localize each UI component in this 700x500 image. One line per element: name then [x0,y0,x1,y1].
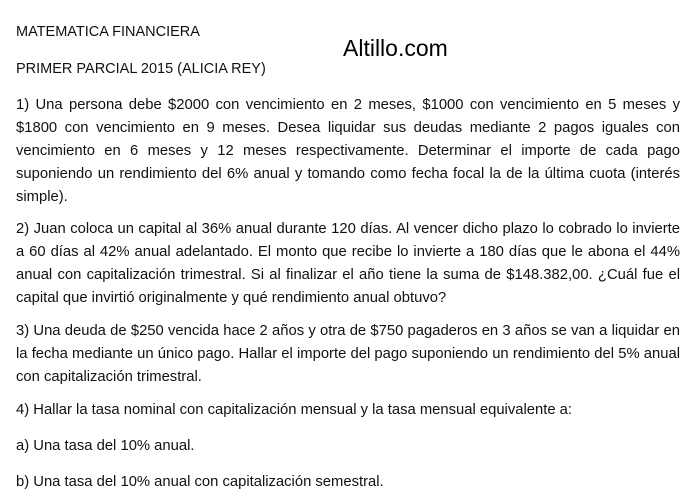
exam-title: PRIMER PARCIAL 2015 (ALICIA REY) [16,61,266,77]
problem-2: 2) Juan coloca un capital al 36% anual durante 120 días. Al vencer dicho plazo lo cobrado lo invierte a 60 días al 42% anual adelantado. El monto que recibe lo invierte a 180 días que le abona el 44% anual con capitalización trimestral. Si al finalizar el año tiene la suma de $148.382,00. ¿Cuál fue el capital que invirtió originalmente y qué rendimiento anual obtuvo? [16,221,680,306]
problem-3: 3) Una deuda de $250 vencida hace 2 años y otra de $750 pagaderos en 3 años se van a liquidar en la fecha mediante un único pago. Hallar el importe del pago suponiendo un rendimiento del 5% anual con capitalización trimestral. [16,323,680,385]
problem-4-part-b: b) Una tasa del 10% anual con capitalización semestral. [16,474,384,490]
course-title: MATEMATICA FINANCIERA [16,24,200,40]
site-watermark: Altillo.com [343,35,448,61]
problem-4: 4) Hallar la tasa nominal con capitalización mensual y la tasa mensual equivalente a: [16,402,573,418]
problem-1: 1) Una persona debe $2000 con vencimiento en 2 meses, $1000 con vencimiento en 5 meses y $1800 con vencimiento en 9 meses. Desea liquidar sus deudas mediante 2 pagos iguales con vencimiento en 6 meses y 12 meses respectivamente. Determinar el importe de cada pago suponiendo un rendimiento del 6% anual y tomando como fecha focal la de la última cuota (interés simple). [16,97,680,205]
problem-4-part-a: a) Una tasa del 10% anual. [16,438,195,454]
